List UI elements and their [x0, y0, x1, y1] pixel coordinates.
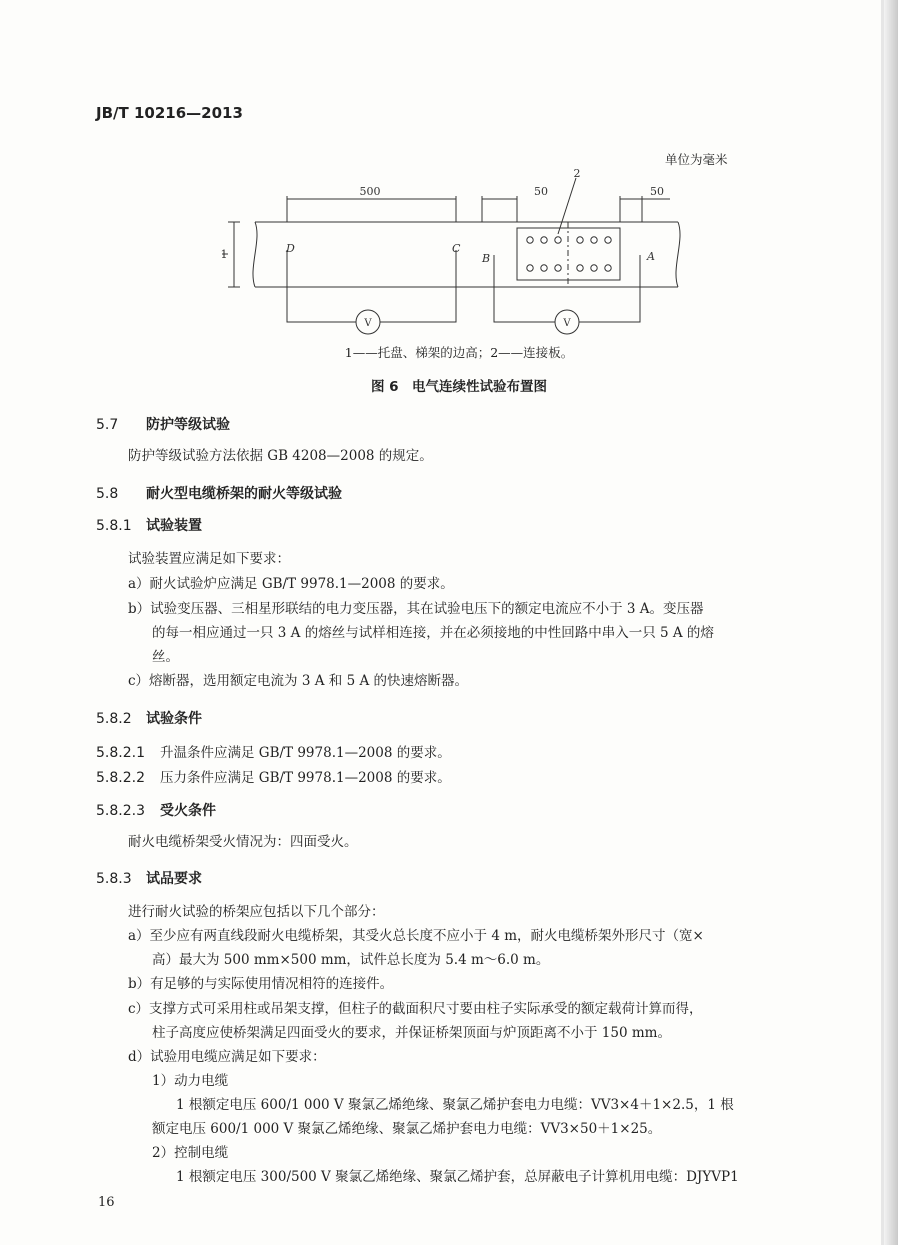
section-5-8-heading: 5.8 耐火型电缆桥架的耐火等级试验	[96, 486, 342, 502]
section-5-8-2-2: 5.8.2.2 压力条件应满足 GB/T 9978.1—2008 的要求。	[96, 770, 451, 786]
lead-C	[380, 250, 456, 322]
point-B-label: B	[482, 252, 491, 265]
req-c-line2: 柱子高度应使桥架满足四面受火的要求，并保证桥架顶面与炉顶距离不小于 150 mm。	[152, 1025, 671, 1041]
section-5-8-2-1: 5.8.2.1 升温条件应满足 GB/T 9978.1—2008 的要求。	[96, 745, 451, 761]
figure-legend: 1——托盘、梯架的边高；2——连接板。	[344, 345, 574, 360]
point-D-label: D	[286, 242, 295, 255]
voltmeter-1-label: V	[364, 318, 372, 329]
lead-D	[287, 250, 356, 322]
dim-500-label: 500	[359, 185, 381, 198]
voltmeter-2-label: V	[563, 318, 571, 329]
point-C-label: C	[452, 242, 461, 255]
req-d1-line2: 额定电压 600/1 000 V 聚氯乙烯绝缘、聚氯乙烯护套电力电缆：VV3×50＋1×25。	[152, 1121, 662, 1137]
req-b: b）有足够的与实际使用情况相符的连接件。	[128, 976, 394, 992]
list-item-b-line1: b）试验变压器、三相星形联结的电力变压器，其在试验电压下的额定电流应不小于 3 A。变压器	[128, 601, 704, 617]
list-item-b-line3: 丝。	[152, 649, 179, 665]
figure-unit-note: 单位为毫米	[665, 152, 728, 167]
req-c-line1: c）支撑方式可采用柱或吊架支撑，但柱子的截面积尺寸要由柱子实际承受的额定载荷计算而得，	[128, 1001, 703, 1017]
req-d1-title: 1）动力电缆	[152, 1073, 229, 1089]
section-5-7-text: 防护等级试验方法依据 GB 4208—2008 的规定。	[128, 448, 433, 464]
electrical-continuity-test-diagram	[220, 168, 690, 340]
point-A-label: A	[647, 250, 655, 263]
section-5-8-1-intro: 试验装置应满足如下要求：	[128, 551, 290, 567]
dim-50-label-a: 50	[650, 185, 664, 198]
page-number: 16	[98, 1195, 115, 1210]
req-d2-line1: 1 根额定电压 300/500 V 聚氯乙烯绝缘、聚氯乙烯护套，总屏蔽电子计算机用电缆：DJYVP1	[176, 1169, 739, 1185]
section-5-7-heading: 5.7 防护等级试验	[96, 417, 230, 433]
standard-code: JB/T 10216—2013	[96, 104, 243, 122]
list-item-a: a）耐火试验炉应满足 GB/T 9978.1—2008 的要求。	[128, 576, 454, 592]
section-5-8-2-3-heading: 5.8.2.3 受火条件	[96, 803, 216, 819]
req-d: d）试验用电缆应满足如下要求：	[128, 1049, 326, 1065]
section-5-8-3-intro: 进行耐火试验的桥架应包括以下几个部分：	[128, 904, 385, 920]
req-d1-line1: 1 根额定电压 600/1 000 V 聚氯乙烯绝缘、聚氯乙烯护套电力电缆：VV3×4＋1×2.5，1 根	[176, 1097, 734, 1113]
plate-holes	[527, 237, 611, 271]
section-5-8-2-3-text: 耐火电缆桥架受火情况为：四面受火。	[128, 834, 358, 850]
req-d2-title: 2）控制电缆	[152, 1145, 229, 1161]
section-5-8-3-heading: 5.8.3 试品要求	[96, 871, 202, 887]
req-a-line2: 高）最大为 500 mm×500 mm，试件总长度为 5.4 m～6.0 m。	[152, 952, 550, 968]
section-5-8-1-heading: 5.8.1 试验装置	[96, 518, 202, 534]
figure-caption: 图 6 电气连续性试验布置图	[370, 379, 548, 395]
list-item-b-line2: 的每一相应通过一只 3 A 的熔丝与试样相连接，并在必须接地的中性回路中串入一只 5 A 的熔	[152, 625, 714, 641]
section-5-8-2-heading: 5.8.2 试验条件	[96, 711, 202, 727]
req-a-line1: a）至少应有两直线段耐火电缆桥架，其受火总长度不应小于 4 m，耐火电缆桥架外形尺寸（宽×	[128, 928, 704, 944]
callout-2-label: 2	[573, 168, 581, 180]
callout-1-label: 1	[220, 248, 228, 261]
tray-break-right	[676, 222, 680, 287]
tray-break-left	[253, 222, 257, 287]
page-edge-shadow	[884, 0, 898, 1245]
dim-50-label-b: 50	[534, 185, 548, 198]
list-item-c: c）熔断器，选用额定电流为 3 A 和 5 A 的快速熔断器。	[128, 673, 468, 689]
